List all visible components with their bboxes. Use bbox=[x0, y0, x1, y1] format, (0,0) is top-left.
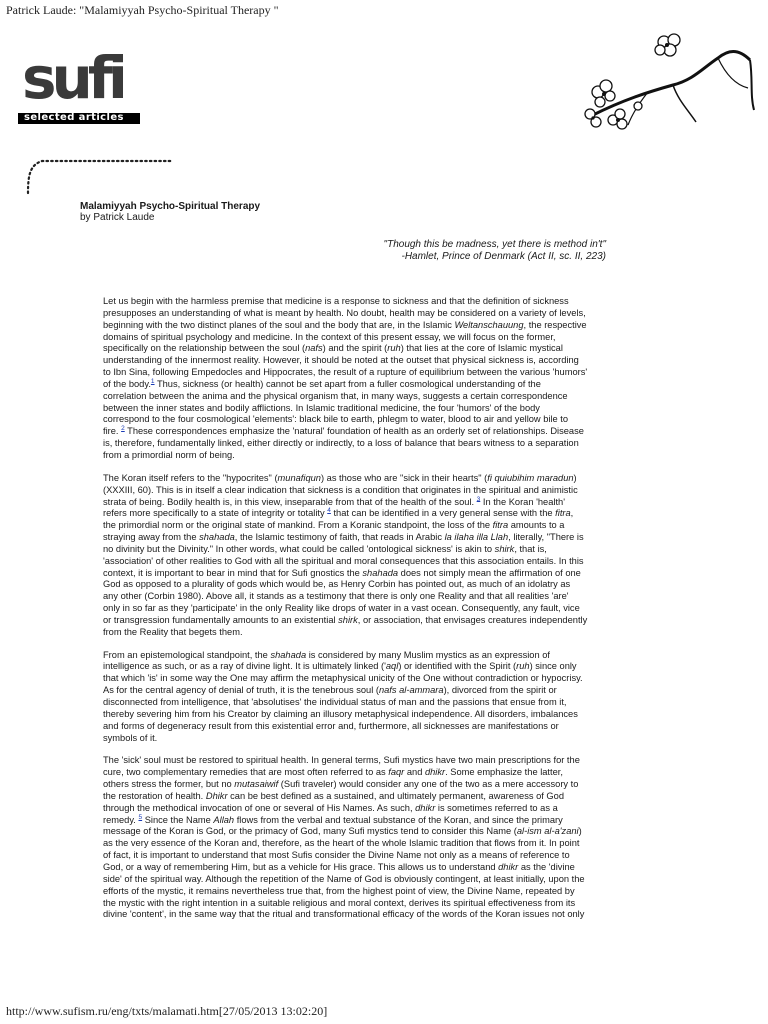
paragraph-line: The 'sick' soul must be restored to spiritual health. In general terms, Sufi mystics have two main prescriptions for the bbox=[103, 755, 580, 766]
article-paragraph bbox=[103, 296, 603, 462]
paragraph-line: others stress the former, but no mutasaiwif (Sufi traveler) would consider any one of the two as a mere accessory to bbox=[103, 779, 579, 790]
footnote-link[interactable]: 1 bbox=[150, 377, 155, 385]
paragraph-line: Let us begin with the harmless premise that medicine is a response to sickness and that the definition of sickness bbox=[103, 296, 569, 306]
footnote-link[interactable]: 3 bbox=[476, 495, 481, 503]
dotted-corner-divider-icon bbox=[24, 155, 174, 195]
article-heading bbox=[80, 201, 260, 223]
paragraph-line: God as opposed to a plurality of gods which would be, as Henry Corbin has pointed out, as much of an idolatry as bbox=[103, 579, 571, 590]
paragraph-line: is, therefore, fundamentally linked, either directly or indirectly, to a loss of balance that bears witness to a separation bbox=[103, 438, 579, 449]
paragraph-line: fire. $^2$ These correspondences emphasize the 'natural' foundation of health as an orderly set of relationships. Disease bbox=[103, 425, 584, 437]
paragraph-line: correspond to the four cosmological 'elements': black bile to earth, phlegm to water, blood to air and yellow bile to bbox=[103, 414, 569, 425]
paragraph-line: of the body.$^1$ Thus, sickness (or health) cannot be set apart from a fuller cosmological understanding of the bbox=[103, 377, 541, 389]
epigraph-quote: "Though this be madness, yet there is method in't" bbox=[383, 239, 606, 250]
paragraph-line: straying away from the shahada, the Islamic testimony of faith, that reads in Arabic la ilaha illa Llah, literally, "There is bbox=[103, 532, 584, 543]
paragraph-line: and forms of degeneracy result from this existential error and, furthermore, all sicknesses are manifestations or bbox=[103, 720, 559, 731]
paragraph-line: only in so far as they 'participate' in the only Reality like drops of water in a vast ocean. Consequently, any fault, vice bbox=[103, 603, 580, 614]
paragraph-line: the mystic with the right intention in a suitable religious and moral context, derives its spiritual effectiveness from its bbox=[103, 897, 576, 908]
paragraph-line: intelligence as such, or as a ray of divine light. It is ultimately linked ('aql) or identified with the Spirit (ruh) since only bbox=[103, 661, 577, 672]
print-header-title: Patrick Laude: "Malamiyyah Psycho-Spiritual Therapy " bbox=[6, 3, 279, 17]
paragraph-line: specifically on the relationship between the soul (nafs) and the spirit (ruh) that lies at the core of Islamic mystical bbox=[103, 343, 563, 354]
paragraph-line: cure, two complementary remedies that are most often referred to as faqr and dhikr. Some emphasize the latter, bbox=[103, 767, 563, 778]
sufi-logo bbox=[18, 44, 143, 130]
paragraph-line: strata of being. Bodily health is, in this view, inseparable from that of the health of the soul. $^3$ In the Koran 'health' bbox=[103, 495, 565, 507]
paragraph-line: from the Reality that begets them. bbox=[103, 626, 243, 637]
paragraph-line: message of the Koran is God, or the primacy of God, many Sufi mystics tend to consider this Name (al-ism al-a'zani) bbox=[103, 826, 582, 837]
epigraph-attribution: -Hamlet, Prince of Denmark (Act II, sc. II, 223) bbox=[401, 251, 606, 262]
paragraph-line: The Koran itself refers to the "hypocrites" (munafiqun) as those who are "sick in their hearts" (fi quiubihim maradun) bbox=[103, 472, 577, 483]
print-footer-url: http://www.sufism.ru/eng/txts/malamati.htm[27/05/2013 13:02:20] bbox=[6, 1004, 328, 1018]
footnote-link[interactable]: 4 bbox=[327, 507, 331, 515]
paragraph-line: no divinity but the Divinity." In other words, what could be called 'ontological sickness' is akin to shirk, that is, bbox=[103, 543, 547, 554]
paragraph-line: or transgression fundamentally amounts to an existential shirk, or association, that envisages creatures independently bbox=[103, 614, 588, 625]
paragraph-line: of fact, it is important to understand that most Sufis consider the Divine Name not only as a means of reference to bbox=[103, 850, 570, 861]
paragraph-line: that which 'is' in some way the One may affirm the metaphysical unicity of the One without contradiction or hypocrisy. bbox=[103, 673, 583, 684]
paragraph-line: context, it is important to bear in mind that for Sufi gnostics the shahada does not simply mean the affirmation of one bbox=[103, 567, 581, 578]
paragraph-line: correlation between the anima and the physical organism that, in many ways, suggests a certain correspondence bbox=[103, 390, 568, 401]
article-body bbox=[103, 296, 603, 921]
paragraph-line: as the very essence of the Koran and, therefore, as the heart of the whole Islamic tradition that flows from it. In point bbox=[103, 838, 580, 849]
paragraph-line: presupposes an understanding of what is meant by health. No doubt, health may be considered on a variety of levels, bbox=[103, 307, 586, 318]
epigraph bbox=[384, 239, 606, 263]
paragraph-line: As for the central agency of denial of truth, it is the tenebrous soul (nafs al-ammara), divorced from the spirit or bbox=[103, 685, 557, 696]
paragraph-line: the restoration of health. Dhikr can be best defined as a sustained, and ultimately permanent, awareness of God bbox=[103, 790, 565, 801]
paragraph-line: refers more specifically to a state of integrity or totality $^4$ that can be identified in a very general sense with the fitra, bbox=[103, 507, 574, 519]
paragraph-line: to Ibn Sina, following Empedocles and Hippocrates, the result of a rupture of equilibrium between the various 'humors' bbox=[103, 367, 588, 378]
paragraph-line: between the inner states and bodily afflictions. In Islamic traditional medicine, the four 'humors' of the body bbox=[103, 402, 540, 413]
logo-wordmark: sufi bbox=[22, 44, 123, 112]
paragraph-line: domains of spiritual psychology and medicine. In the context of this present essay, we will focus on the former, bbox=[103, 331, 556, 342]
paragraph-line: From an epistemological standpoint, the shahada is considered by many Muslim mystics as an expression of bbox=[103, 649, 550, 660]
article-byline: by Patrick Laude bbox=[80, 212, 155, 223]
footnote-link[interactable]: 5 bbox=[138, 813, 143, 821]
paragraph-line: through the methodical invocation of one or several of His Names. As such, dhikr is sometimes referred to as a bbox=[103, 802, 558, 813]
paragraph-line: understanding of the innermost reality. However, it should be noted at the outset that physical sickness is, according bbox=[103, 355, 579, 366]
paragraph-line: symbols of it. bbox=[103, 732, 158, 743]
flower-branch-illustration-icon bbox=[578, 30, 758, 145]
paragraph-line: disconnected from intelligence, that 'absolutises' the individual status of man and the passions that ensue from it, bbox=[103, 697, 567, 707]
paragraph-line: beginning with the two distinct planes of the soul and the body that are, in the Islamic Weltanschauung, the respective bbox=[103, 319, 587, 330]
paragraph-line: the primordial norm or the original state of mankind. From a Koranic standpoint, the loss of the fitra amounts to a bbox=[103, 520, 565, 531]
logo-subtitle: selected articles bbox=[24, 112, 124, 123]
article-paragraph bbox=[103, 473, 603, 639]
paragraph-line: divine 'content', in the same way that the ritual and transformational efficacy of the words of the Koran issues not only bbox=[103, 909, 585, 920]
article-paragraph bbox=[103, 755, 603, 921]
paragraph-line: thereby severing him from his Creator by claiming an illusory metaphysical independence. All disorders, imbalances bbox=[103, 708, 578, 719]
paragraph-line: (XXXIII, 60). This is in itself a clear indication that sickness is a condition that originates in the spiritual and animistic bbox=[103, 484, 578, 495]
paragraph-line: any other (Corbin 1980). Above all, it stands as a testimony that there is only one Reality and that all realities 'are' bbox=[103, 591, 569, 602]
paragraph-line: God, or a way of remembering Him, but as a vehicle for His grace. This allows us to understand dhikr as the 'divine bbox=[103, 861, 575, 872]
paragraph-line: remedy. $^5$ Since the Name Allah flows from the verbal and textual substance of the Koran, and since the primary bbox=[103, 813, 563, 825]
paragraph-line: from a primordial norm of being. bbox=[103, 449, 235, 460]
paragraph-line: efforts of the mystic, it remains nevertheless true that, from the highest point of view, the Divine Name, repeated by bbox=[103, 885, 575, 896]
paragraph-line: 'association' of other realities to God with all the spiritual and moral consequences that this association entails. In this bbox=[103, 555, 584, 566]
article-paragraph bbox=[103, 650, 603, 745]
footnote-link[interactable]: 2 bbox=[121, 425, 125, 433]
article-title: Malamiyyah Psycho-Spiritual Therapy bbox=[80, 201, 261, 212]
paragraph-line: side' of the spiritual way. Although the repetition of the Name of God is obviously contingent, at least initially, upon the bbox=[103, 873, 585, 884]
